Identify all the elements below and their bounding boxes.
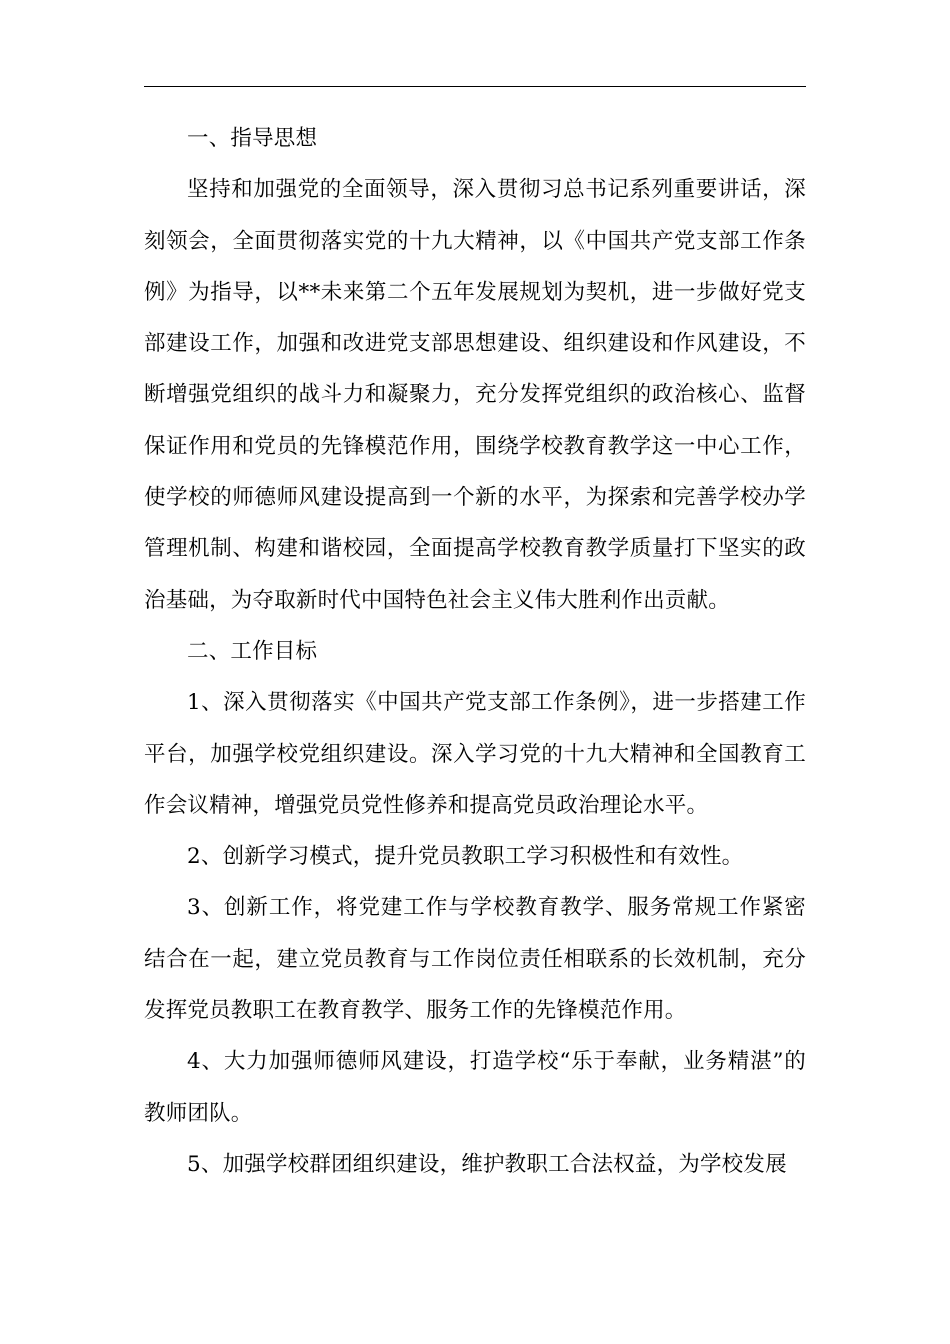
goal-item-3: 3、创新工作，将党建工作与学校教育教学、服务常规工作紧密结合在一起，建立党员教育与工作岗位责任相联系的长效机制，充分发挥党员教职工在教育教学、服务工作的先锋模范作用。 xyxy=(144,895,806,1024)
section-heading-work-goals: 二、工作目标 xyxy=(187,638,318,664)
document-body xyxy=(144,113,806,1190)
goal-item-5: 5、加强学校群团组织建设，维护教职工合法权益，为学校发展 xyxy=(187,1151,787,1177)
section-heading-guiding-ideology: 一、指导思想 xyxy=(187,126,318,151)
goal-item-1: 1、深入贯彻落实《中国共产党支部工作条例》，进一步搭建工作平台，加强学校党组织建设。深入学习党的十九大精神和全国教育工作会议精神，增强党员党性修养和提高党员政治理论水平。 xyxy=(144,690,806,818)
goal-item-2: 2、创新学习模式，提升党员教职工学习积极性和有效性。 xyxy=(187,844,744,870)
paragraph-guiding-ideology: 坚持和加强党的全面领导，深入贯彻习总书记系列重要讲话，深刻领会，全面贯彻落实党的十九大精神，以《中国共产党支部工作条例》为指导，以**未来第二个五年发展规划为契机，进一步做好党支部建设工作，加强和改进党支部思想建设、组织建设和作风建设，不断增强党组织的战斗力和凝聚力，充分发挥党组织的政治核心、监督保证作用和党员的先锋模范作用，围绕学校教育教学这一中心工作，使学校的师德师风建设提高到一个新的水平，为探索和完善学校办学管理机制、构建和谐校园，全面提高学校教育教学质量打下坚实的政治基础，为夺取新时代中国特色社会主义伟大胜利作出贡献。 xyxy=(144,177,806,613)
goal-item-4: 4、大力加强师德师风建设，打造学校“乐于奉献，业务精湛”的教师团队。 xyxy=(144,1049,806,1126)
header-rule xyxy=(144,86,806,87)
